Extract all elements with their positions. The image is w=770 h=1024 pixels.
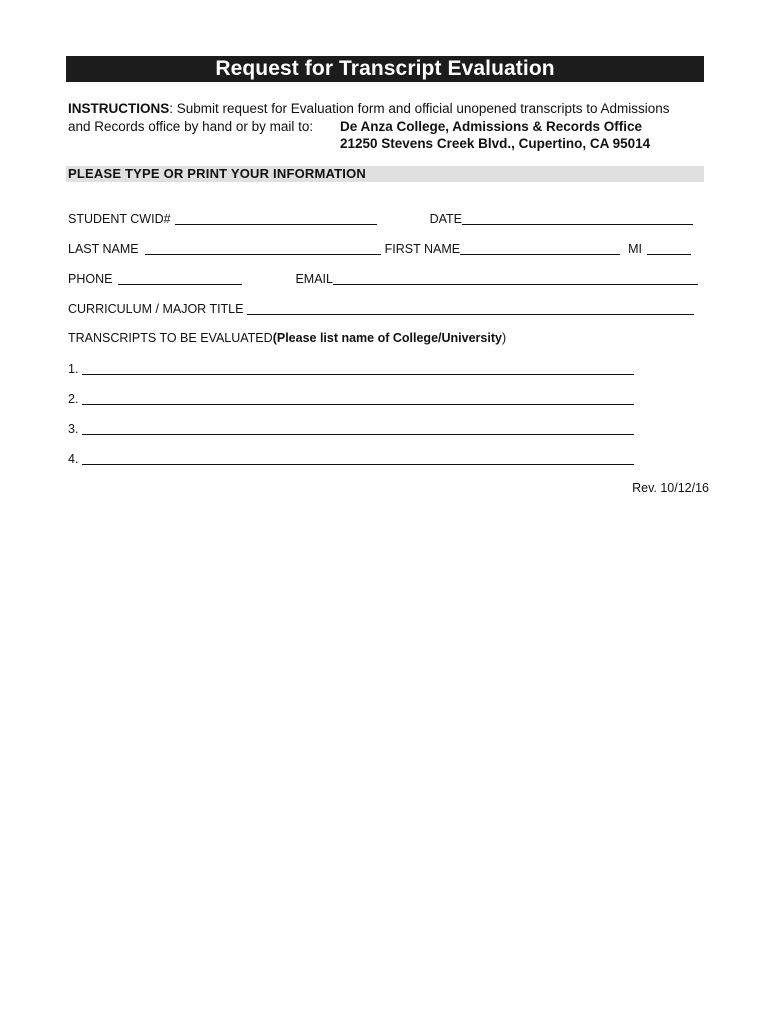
- contact-row: [68, 270, 698, 288]
- phone-label: PHONE: [68, 272, 113, 286]
- section-header: PLEASE TYPE OR PRINT YOUR INFORMATION: [66, 166, 704, 182]
- instructions-text: : Submit request for Evaluation form and official unopened transcripts to Admissions: [169, 101, 670, 116]
- instructions-text-line2: and Records office by hand or by mail to:: [68, 118, 314, 134]
- curriculum-field[interactable]: [247, 300, 694, 315]
- name-row: [68, 240, 691, 258]
- student-cwid-field[interactable]: [175, 210, 377, 225]
- transcripts-heading: [68, 329, 506, 347]
- transcript-item: [68, 360, 634, 378]
- mailing-address-line1: De Anza College, Admissions & Records Office: [340, 118, 643, 134]
- transcript-item-field[interactable]: [82, 450, 634, 465]
- email-field[interactable]: [333, 270, 698, 285]
- transcript-item-number: 1.: [68, 362, 79, 376]
- curriculum-row: [68, 300, 694, 318]
- transcript-item-field[interactable]: [82, 420, 634, 435]
- phone-field[interactable]: [118, 270, 242, 285]
- transcript-item: [68, 390, 634, 408]
- mailing-address-line2: 21250 Stevens Creek Blvd., Cupertino, CA 95014: [340, 136, 651, 151]
- cwid-date-row: [68, 210, 693, 228]
- transcript-item-number: 2.: [68, 392, 79, 406]
- transcripts-note-close: ): [501, 331, 507, 345]
- first-name-label: FIRST NAME: [384, 242, 461, 256]
- form-title: Request for Transcript Evaluation: [66, 56, 704, 82]
- mi-label: MI: [628, 242, 642, 256]
- transcript-item-number: 3.: [68, 422, 79, 436]
- first-name-field[interactable]: [460, 240, 620, 255]
- transcript-item-field[interactable]: [82, 360, 634, 375]
- instructions-block: [68, 100, 708, 153]
- instructions-lead: INSTRUCTIONS: [68, 101, 170, 116]
- date-label: DATE: [429, 212, 462, 226]
- mi-field[interactable]: [647, 240, 691, 255]
- transcript-item-number: 4.: [68, 452, 79, 466]
- transcripts-label: TRANSCRIPTS TO BE EVALUATED: [68, 331, 273, 345]
- last-name-label: LAST NAME: [68, 242, 139, 256]
- transcript-item: [68, 420, 634, 438]
- student-cwid-label: STUDENT CWID#: [68, 212, 171, 226]
- last-name-field[interactable]: [145, 240, 381, 255]
- email-label: EMAIL: [295, 272, 333, 286]
- date-field[interactable]: [462, 210, 693, 225]
- transcript-item: [68, 450, 634, 468]
- revision-date: Rev. 10/12/16: [632, 481, 709, 495]
- curriculum-label: CURRICULUM / MAJOR TITLE: [68, 302, 244, 316]
- transcript-item-field[interactable]: [82, 390, 634, 405]
- transcripts-note: (Please list name of College/University: [272, 331, 502, 345]
